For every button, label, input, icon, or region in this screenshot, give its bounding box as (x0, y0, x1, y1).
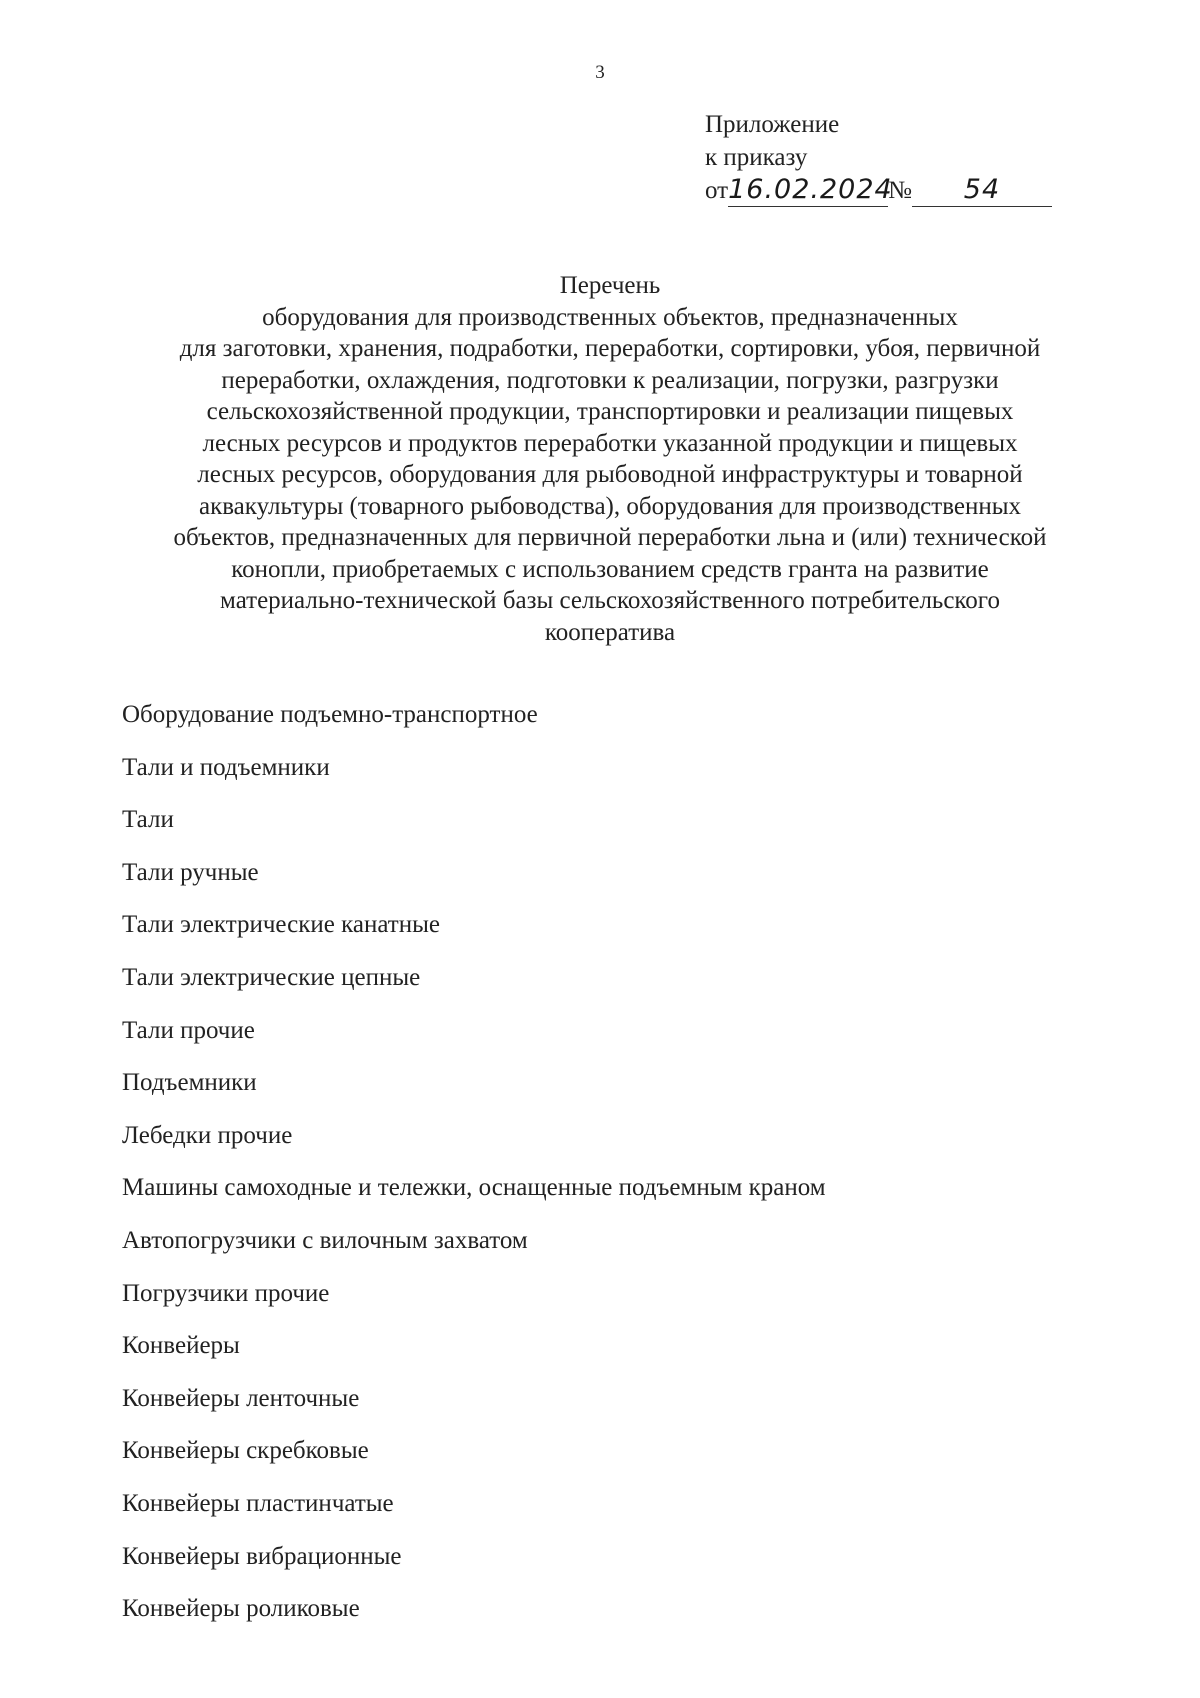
title-line: переработки, охлаждения, подготовки к реализации, погрузки, разгрузки (221, 366, 999, 394)
title-line: лесных ресурсов и продуктов переработки указанной продукции и пищевых (202, 429, 1018, 457)
handwritten-date: 16.02.2024 (728, 174, 893, 205)
list-item: Тали и подъемники (122, 753, 330, 781)
list-item: Конвейеры роликовые (122, 1595, 360, 1623)
title-line: сельскохозяйственной продукции, транспортировки и реализации пищевых (206, 398, 1014, 425)
handwritten-number: 54 (963, 174, 1001, 205)
appendix-label: Приложение (705, 111, 840, 138)
appendix-order-label: к приказу (705, 144, 808, 171)
appendix-date-number-line (705, 174, 1052, 207)
title-line: оборудования для производственных объектов, предназначенных (262, 303, 958, 331)
document-title (110, 270, 1110, 648)
list-item: Лебедки прочие (122, 1121, 293, 1149)
appendix-header (705, 108, 1052, 207)
title-line: объектов, предназначенных для первичной переработки льна и (или) технической (173, 524, 1047, 551)
title-line: для заготовки, хранения, подработки, переработки, сортировки, убоя, первичной (179, 335, 1041, 362)
title-line: аквакультуры (товарного рыбоводства), оборудования для производственных (198, 492, 1022, 520)
list-item: Конвейеры (122, 1332, 240, 1360)
list-item: Конвейеры пластинчатые (122, 1489, 394, 1517)
date-blank (728, 174, 893, 207)
title-line: конопли, приобретаемых с использованием средств гранта на развитие (231, 555, 989, 583)
list-item: Конвейеры скребковые (122, 1437, 369, 1465)
number-prefix: № (888, 177, 912, 204)
list-item: Тали (122, 806, 174, 834)
list-item: Машины самоходные и тележки, оснащенные подъемным краном (122, 1174, 826, 1202)
page-number: 3 (595, 62, 605, 83)
equipment-list (122, 700, 826, 1647)
list-item: Конвейеры ленточные (122, 1384, 360, 1412)
list-item: Тали ручные (122, 858, 259, 886)
list-item: Конвейеры вибрационные (122, 1542, 402, 1570)
number-blank (912, 175, 1052, 207)
date-prefix: от (705, 177, 729, 204)
list-item: Подъемники (122, 1069, 257, 1097)
list-item: Автопогрузчики с вилочным захватом (122, 1226, 528, 1254)
title-line: лесных ресурсов, оборудования для рыбоводной инфраструктуры и товарной (197, 461, 1023, 488)
list-item: Оборудование подъемно-транспортное (122, 701, 538, 728)
title-line: Перечень (559, 272, 661, 299)
list-item: Погрузчики прочие (122, 1279, 330, 1307)
title-line: материально-технической базы сельскохозяйственного потребительского (220, 587, 1000, 614)
list-item: Тали электрические канатные (122, 911, 440, 939)
list-item: Тали прочие (122, 1016, 255, 1044)
title-line: кооператива (544, 618, 676, 646)
list-item: Тали электрические цепные (122, 963, 421, 991)
